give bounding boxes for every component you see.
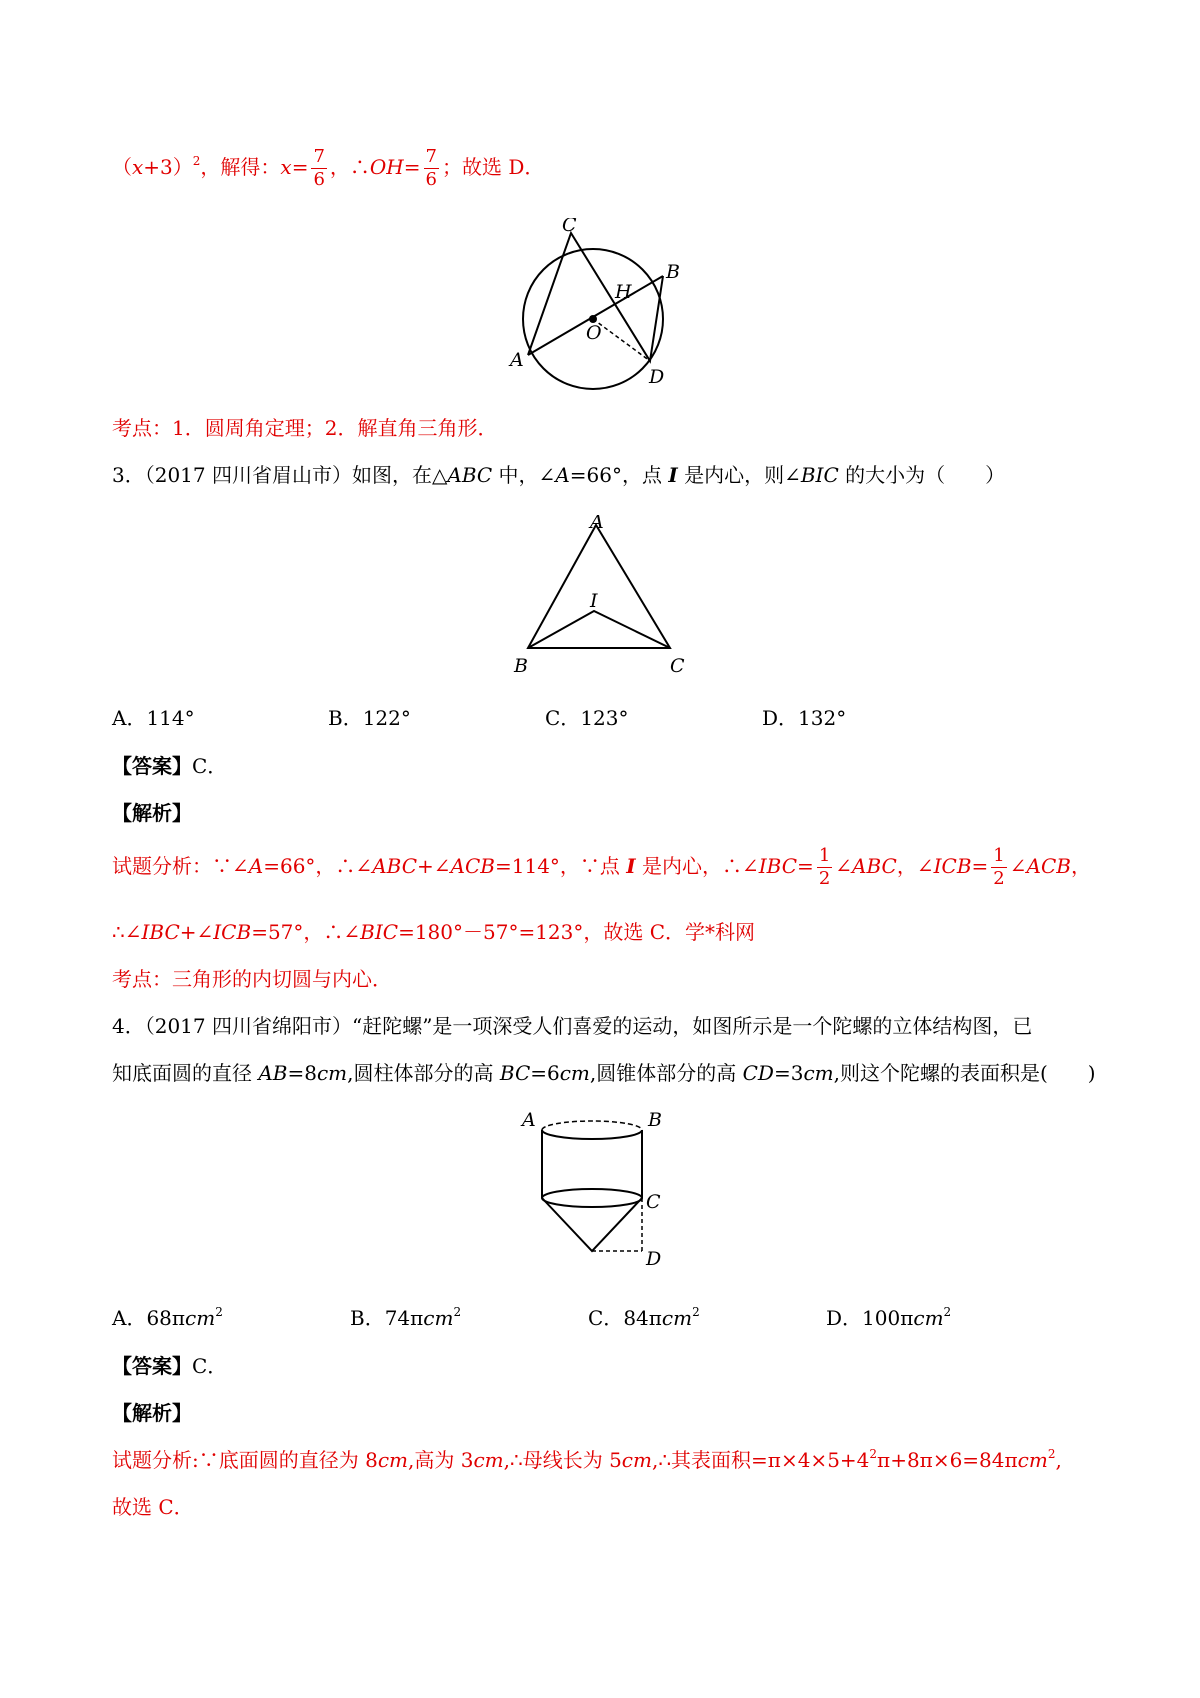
text: （ — [112, 155, 132, 179]
numerator: 7 — [425, 146, 437, 167]
label-d: D — [646, 1248, 662, 1268]
text: +∠ — [417, 854, 451, 878]
option-text: 123° — [580, 706, 629, 730]
var-oh: OH — [369, 155, 404, 179]
var: A — [248, 854, 264, 878]
text: ,则这个陀螺的表面积是( ) — [833, 1061, 1096, 1085]
superscript: 2 — [692, 1305, 700, 1319]
fraction — [424, 146, 439, 191]
q3-option-b[interactable] — [328, 704, 411, 732]
text: ，∠ — [896, 854, 934, 878]
var: ACB — [450, 854, 495, 878]
label-a: A — [510, 349, 524, 371]
var: IBC — [758, 854, 798, 878]
option-text: 68π — [146, 1306, 186, 1330]
label-a: A — [522, 1109, 536, 1131]
text: =57°，∴∠ — [251, 920, 361, 944]
option-letter: D． — [826, 1306, 863, 1330]
text: ∴∠ — [112, 920, 142, 944]
option-letter: C． — [588, 1306, 624, 1330]
text: ,高为 3 — [408, 1448, 474, 1472]
kaodian-1: 考点：1．圆周角定理；2．解直角三角形． — [112, 416, 498, 440]
text: 3．（2017 四川省眉山市）如图，在△ — [112, 463, 448, 487]
superscript: 2 — [215, 1305, 223, 1319]
var: ABC — [852, 854, 897, 878]
text: =8 — [287, 1061, 317, 1085]
option-letter: D． — [762, 706, 799, 730]
option-letter: A． — [112, 706, 147, 730]
text: 中，∠ — [492, 463, 556, 487]
text: ∠ — [835, 854, 853, 878]
var: IBC — [141, 920, 180, 944]
label-c: C — [562, 218, 577, 236]
text: = — [291, 155, 309, 179]
incenter-lines — [528, 611, 670, 648]
unit: cm — [559, 1061, 590, 1085]
label-b: B — [514, 655, 528, 675]
label-b: B — [648, 1109, 662, 1131]
var: BIC — [360, 920, 399, 944]
option-letter: B． — [328, 706, 363, 730]
option-text: 74π — [384, 1306, 424, 1330]
superscript: 2 — [453, 1305, 462, 1319]
text: +3） — [143, 155, 193, 179]
var: I — [668, 463, 678, 487]
var: ICB — [213, 920, 252, 944]
var-x: x — [132, 155, 144, 179]
unit: cm — [185, 1306, 216, 1330]
text: =180°－57°=123°，故选 C．学*科网 — [398, 920, 756, 944]
var-x: x — [280, 155, 292, 179]
option-text: 122° — [362, 706, 411, 730]
text: ，解得： — [200, 155, 281, 179]
superscript: 2 — [192, 154, 201, 168]
question-3-stem — [112, 461, 1005, 489]
fraction — [311, 146, 326, 191]
text: = — [403, 155, 421, 179]
label-o: O — [586, 322, 602, 344]
text: ，∴ — [329, 155, 370, 179]
unit: cm — [803, 1061, 834, 1085]
circle-figure — [500, 218, 700, 398]
var: AB — [258, 1061, 288, 1085]
text: 知底面圆的直径 — [112, 1061, 259, 1085]
text: =66°，点 — [569, 463, 669, 487]
text: = — [797, 854, 814, 878]
fraction — [817, 845, 832, 890]
text: =114°，∵点 — [494, 854, 627, 878]
cone-sides — [542, 1198, 642, 1251]
var: BIC — [800, 463, 839, 487]
solution-fragment-line — [112, 146, 544, 191]
var: ABC — [447, 463, 493, 487]
numerator: 1 — [818, 845, 831, 866]
text: = — [971, 854, 989, 878]
text: =6 — [530, 1061, 560, 1085]
unit: cm — [1017, 1448, 1048, 1472]
text: , — [1055, 1448, 1062, 1472]
unit: cm — [423, 1306, 454, 1330]
text: ∠ — [1009, 854, 1027, 878]
var: ABC — [372, 854, 418, 878]
unit: cm — [377, 1448, 408, 1472]
label-h: H — [615, 281, 632, 303]
question-4-line-1: 4．（2017 四川省绵阳市）“赶陀螺”是一项深受人们喜爱的运动，如图所示是一个陀螺的立体结构图，已 — [112, 1014, 1033, 1038]
q4-option-c[interactable] — [588, 1304, 700, 1332]
option-letter: C． — [545, 706, 581, 730]
text: ,∴其表面积=π×4×5+4 — [651, 1448, 870, 1472]
q4-analysis-label: 【解析】 — [112, 1401, 192, 1425]
text: ， — [1070, 854, 1091, 878]
label-i: I — [590, 590, 598, 612]
var: I — [626, 854, 636, 878]
question-4-line-2 — [112, 1059, 1096, 1087]
text: =66°，∴∠ — [263, 854, 373, 878]
label-a: A — [590, 515, 604, 533]
unit: cm — [913, 1306, 944, 1330]
q3-option-d[interactable] — [762, 704, 846, 732]
fraction — [991, 845, 1006, 890]
q3-analysis-label: 【解析】 — [112, 801, 192, 825]
label-c: C — [670, 655, 685, 675]
denominator: 2 — [993, 868, 1005, 889]
kaodian-2: 考点：三角形的内切圆与内心． — [112, 967, 392, 991]
q3-analysis-line-1 — [112, 845, 1091, 890]
q3-answer — [112, 752, 227, 780]
unit: cm — [473, 1448, 504, 1472]
q4-analysis-line-2: 故选 C． — [112, 1495, 194, 1519]
numerator: 7 — [313, 146, 325, 167]
label-b: B — [666, 261, 680, 283]
var: ACB — [1026, 854, 1071, 878]
answer-value: C． — [192, 754, 228, 778]
option-letter: B． — [350, 1306, 385, 1330]
answer-value: C． — [192, 1354, 228, 1378]
text: =3 — [773, 1061, 804, 1085]
q3-option-a[interactable] — [112, 704, 195, 732]
q4-option-b[interactable] — [350, 1304, 461, 1332]
spinning-top-figure — [520, 1108, 690, 1268]
var: CD — [742, 1061, 774, 1085]
numerator: 1 — [993, 845, 1005, 866]
q3-analysis-line-2 — [112, 918, 755, 946]
bottom-ellipse — [542, 1189, 642, 1207]
text: 试题分析:∵底面圆的直径为 8 — [112, 1448, 378, 1472]
unit: cm — [316, 1061, 348, 1085]
var: ICB — [933, 854, 972, 878]
superscript: 2 — [1047, 1447, 1056, 1461]
answer-label: 【答案】 — [112, 754, 192, 778]
label-d: D — [649, 366, 665, 388]
denominator: 6 — [425, 169, 437, 190]
denominator: 6 — [313, 169, 325, 190]
var: A — [555, 463, 570, 487]
superscript: 2 — [943, 1305, 952, 1319]
text: 是内心，则∠ — [677, 463, 801, 487]
answer-label: 【答案】 — [112, 1354, 192, 1378]
q4-answer — [112, 1352, 227, 1380]
text: π+8π×6=84π — [877, 1448, 1018, 1472]
option-text: 132° — [798, 706, 847, 730]
triangle-abc — [528, 525, 670, 648]
text: 试题分析：∵∠ — [112, 854, 249, 878]
unit: cm — [621, 1448, 652, 1472]
text: 是内心，∴∠ — [635, 854, 759, 878]
option-text: 114° — [146, 706, 195, 730]
option-letter: A． — [112, 1306, 147, 1330]
var: BC — [499, 1061, 531, 1085]
text: ,圆锥体部分的高 — [589, 1061, 743, 1085]
text: ,圆柱体部分的高 — [347, 1061, 500, 1085]
label-c: C — [646, 1191, 661, 1213]
q4-analysis-line-1 — [112, 1446, 1062, 1474]
q3-option-c[interactable] — [545, 704, 629, 732]
text: +∠ — [179, 920, 214, 944]
q4-option-d[interactable] — [826, 1304, 951, 1332]
option-text: 100π — [862, 1306, 914, 1330]
triangle-figure — [510, 515, 700, 675]
q4-option-a[interactable] — [112, 1304, 223, 1332]
text: ；故选 D． — [441, 155, 545, 179]
unit: cm — [661, 1306, 693, 1330]
text: 的大小为（ ） — [838, 463, 1006, 487]
option-text: 84π — [623, 1306, 662, 1330]
denominator: 2 — [818, 868, 831, 889]
superscript: 2 — [869, 1447, 878, 1461]
text: ,∴母线长为 5 — [503, 1448, 622, 1472]
